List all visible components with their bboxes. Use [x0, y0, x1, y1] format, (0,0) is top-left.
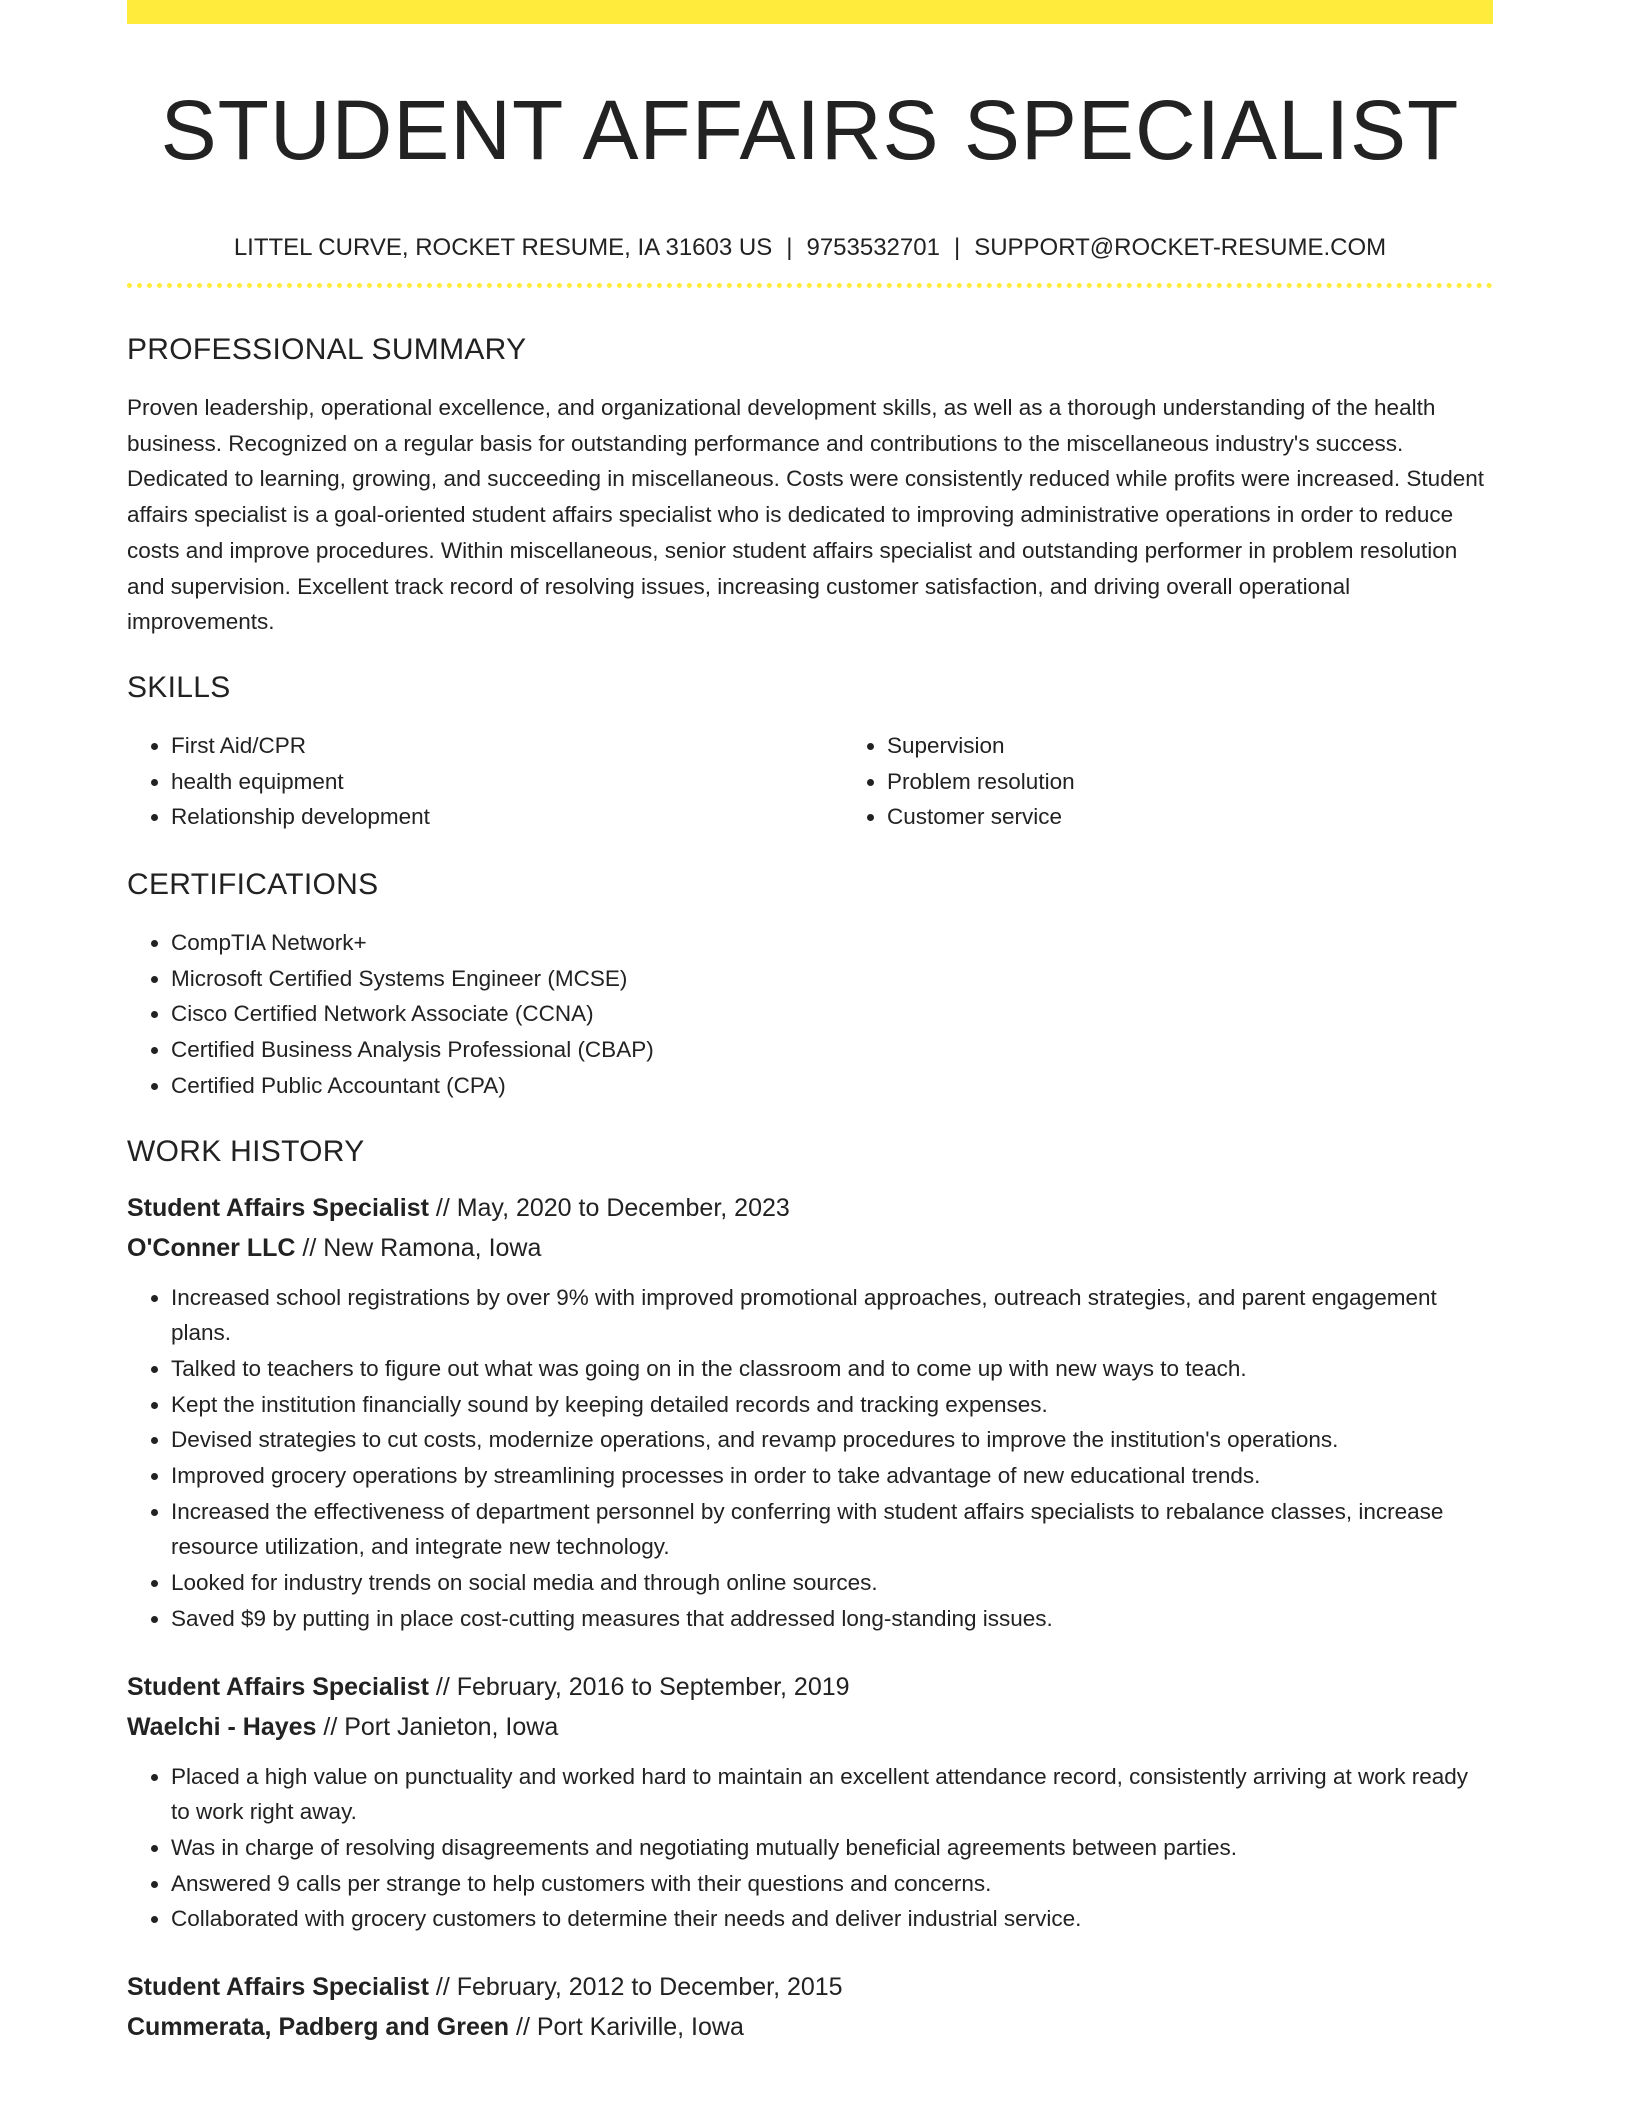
job-role: Student Affairs Specialist [127, 1672, 429, 1701]
job-role: Student Affairs Specialist [127, 1193, 429, 1222]
job-bullet: • Answered 9 calls per strange to help customers with their questions and concerns. [171, 1866, 1493, 1902]
job-role-line [127, 1967, 1493, 2007]
job-bullet: • Talked to teachers to figure out what was going on in the classroom and to come up with new ways to teach. [171, 1351, 1493, 1387]
resume-content [127, 0, 1493, 2047]
job-bullet: • Was in charge of resolving disagreements and negotiating mutually beneficial agreements between parties. [171, 1830, 1493, 1866]
contact-separator: | [953, 234, 961, 261]
job-bullet: • Saved $9 by putting in place cost-cutting measures that addressed long-standing issues. [171, 1601, 1493, 1637]
job-bullets [127, 1280, 1493, 1637]
job-bullet: • Increased school registrations by over 9% with improved promotional approaches, outreach strategies, and parent engagement plans. [171, 1280, 1493, 1351]
job-bullet: • Devised strategies to cut costs, modernize operations, and revamp procedures to improve the institution's operations. [171, 1422, 1493, 1458]
resume-title: STUDENT AFFAIRS SPECIALIST [160, 83, 1460, 177]
contact-separator: | [786, 234, 793, 261]
contact-line [127, 233, 1493, 263]
skills-heading: SKILLS [127, 670, 231, 704]
certifications-heading: CERTIFICATIONS [127, 868, 379, 902]
contact-address: LITTEL CURVE, ROCKET RESUME, IA 31603 US [233, 234, 773, 261]
certification-item: • CompTIA Network+ [171, 925, 1493, 961]
job-bullet: • Improved grocery operations by streamlining processes in order to take advantage of new educational trends. [171, 1458, 1493, 1494]
summary-text: Proven leadership, operational excellence, and organizational development skills, as well as a thorough understanding of the health business. Recognized on a regular basis for outstanding performance and contributions to the miscellaneous industry's success. Dedicated to learning, growing, and succeeding in miscellaneous. Costs were consistently reduced while profits were increased. Student affairs specialist is a goal-oriented student affairs specialist who is dedicated to improving administrative operations in order to reduce costs and improve procedures. Within miscellaneous, senior student affairs specialist and outstanding performer in problem resolution and supervision. Excellent track record of resolving issues, increasing customer satisfaction, and driving overall operational improvements. [127, 395, 1484, 635]
job-bullet: • Increased the effectiveness of department personnel by conferring with student affairs specialists to rebalance classes, increase resource utilization, and integrate new technology. [171, 1494, 1493, 1565]
job-dates: // February, 2016 to September, 2019 [428, 1672, 850, 1701]
job-bullet: • Placed a high value on punctuality and worked hard to maintain an excellent attendance record, consistently arriving at work ready to work right away. [171, 1759, 1493, 1830]
skill-item: • Problem resolution [887, 764, 1559, 800]
certification-item: • Cisco Certified Network Associate (CCNA) [171, 996, 1493, 1032]
skill-item: • Relationship development [171, 799, 843, 835]
job-company-line [127, 2007, 1493, 2047]
job-role: Student Affairs Specialist [127, 1973, 429, 2002]
job-bullets [127, 1759, 1493, 1938]
skill-item: • Customer service [887, 799, 1559, 835]
job-role-line [127, 1188, 1493, 1228]
certifications-list [127, 925, 1493, 1104]
job-entry [127, 1967, 1493, 2047]
summary-heading: PROFESSIONAL SUMMARY [127, 333, 527, 366]
contact-phone[interactable]: 9753532701 [806, 234, 940, 261]
job-dates: // May, 2020 to December, 2023 [428, 1193, 790, 1222]
skill-item: • health equipment [171, 764, 843, 800]
job-company: Cummerata, Padberg and Green [127, 2013, 510, 2042]
skill-item: • First Aid/CPR [171, 728, 843, 764]
job-bullet: • Collaborated with grocery customers to determine their needs and deliver industrial service. [171, 1901, 1493, 1937]
job-entry [127, 1188, 1493, 1637]
job-bullet: • Kept the institution financially sound by keeping detailed records and tracking expenses. [171, 1387, 1493, 1423]
job-company: O'Conner LLC [127, 1233, 296, 1262]
dotted-divider [127, 283, 1493, 288]
skills-list-right [843, 728, 1559, 835]
work-history-heading: WORK HISTORY [127, 1134, 365, 1168]
job-bullet: • Looked for industry trends on social media and through online sources. [171, 1565, 1493, 1601]
skill-item: • Supervision [887, 728, 1559, 764]
job-role-line [127, 1667, 1493, 1707]
job-company-line [127, 1707, 1493, 1747]
job-entry [127, 1667, 1493, 1938]
certification-item: • Certified Business Analysis Professional (CBAP) [171, 1032, 1493, 1068]
job-location: // Port Kariville, Iowa [509, 2013, 744, 2042]
skills-grid [127, 728, 1493, 835]
job-company-line [127, 1228, 1493, 1268]
job-company: Waelchi - Hayes [127, 1712, 317, 1741]
certification-item: • Microsoft Certified Systems Engineer (MCSE) [171, 961, 1493, 997]
skills-list-left [127, 728, 843, 835]
certification-item: • Certified Public Accountant (CPA) [171, 1068, 1493, 1104]
job-location: // New Ramona, Iowa [295, 1233, 542, 1262]
job-location: // Port Janieton, Iowa [316, 1712, 559, 1741]
contact-email[interactable]: SUPPORT@ROCKET-RESUME.COM [974, 234, 1387, 261]
job-dates: // February, 2012 to December, 2015 [428, 1973, 843, 2002]
